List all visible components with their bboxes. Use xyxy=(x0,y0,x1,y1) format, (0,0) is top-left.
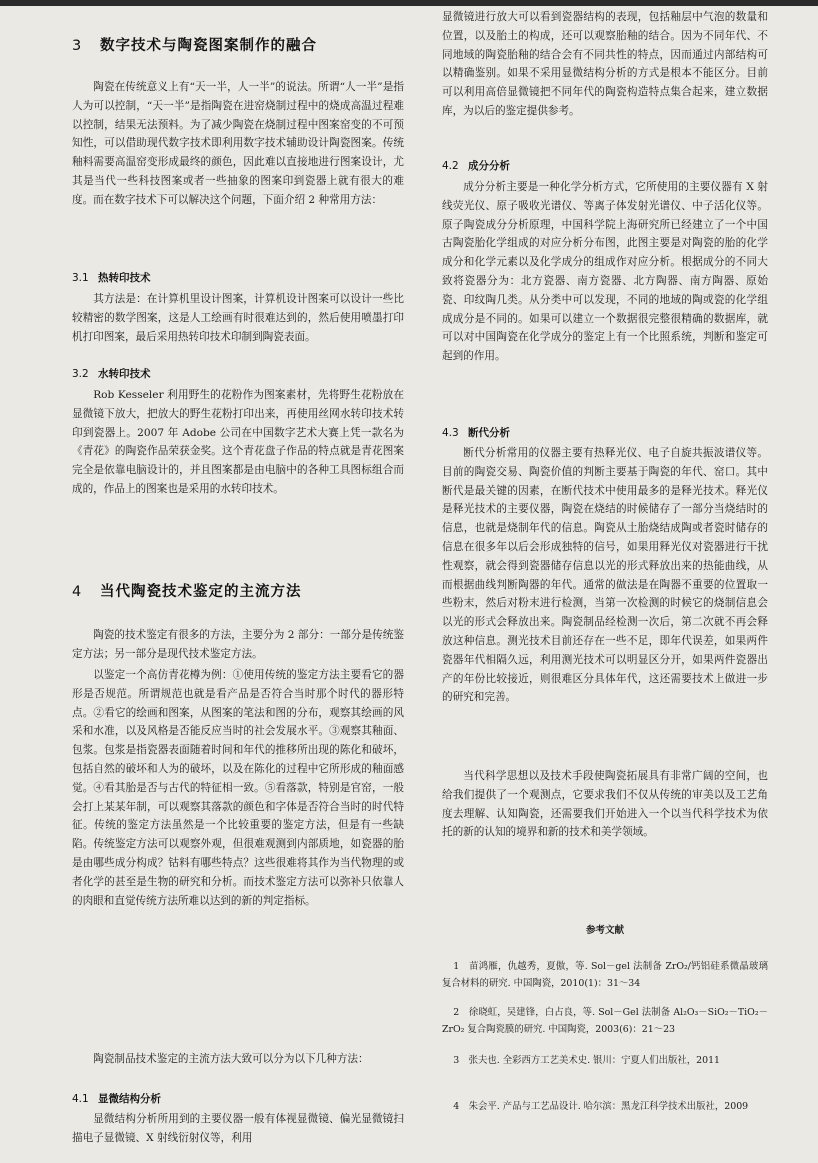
subsection-number: 4.3 xyxy=(442,427,459,439)
paragraph: 陶瓷的技术鉴定有很多的方法，主要分为 2 部分：一部分是传统鉴定方法；另一部分是现代技术鉴定方法。 xyxy=(72,629,404,660)
paragraph: 断代分析常用的仪器主要有热释光仪、电子自旋共振波谱仪等。目前的陶瓷交易、陶瓷价值的判断主要基于陶瓷的年代、窑口。其中断代是最关键的因素，在断代技术中使用最多的是释光技术。释光仪是释光技术的主要仪器，陶瓷在烧结的时候储存了一部分当烧结时的信息，也就是烧制年代的信息。陶瓷从土胎烧结成陶或者瓷时储存的信息在很多年以后会形成独特的信号，如果用释光仪对瓷器进行干扰性观察，就会得到瓷器储存信息以光的形式释放出来的热能曲线，从而根据曲线判断陶器的年代。通常的做法是在陶器不重要的位置取一些粉末，然后对粉末进行检测，当第一次检测的时候它的烧制信息会以光的形式会释放出来。陶瓷制品经检测一次后，第二次就不再会释放这种信息。测光技术目前还存在一些不足，即年代误差，如果两件瓷器年代相隔久远，利用测光技术可以明显区分开，如果两件瓷器出产的年份比较接近，则很难区分具体年代，这还需要技术上做进一步的研究和完善。 xyxy=(442,447,768,704)
reference-item: 1 苗鸿雁，仇越秀，夏傲，等. Sol－gel 法制备 ZrO₂/钙铝硅系微晶玻璃复合材料的研究. 中国陶瓷，2010(1)：31～34 xyxy=(442,961,768,989)
paragraph: 显微结构分析所用到的主要仪器一般有体视显微镜、偏光显微镜扫描电子显微镜、X 射线衍射仪等，利用 xyxy=(72,1113,404,1144)
subsection-3-1-heading xyxy=(72,270,404,285)
reference-item: 3 张夫也. 全彩西方工艺美术史. 银川：宁夏人们出版社，2011 xyxy=(453,1055,721,1066)
subsection-number: 4.2 xyxy=(442,160,459,172)
paragraph: 当代科学思想以及技术手段使陶瓷拓展具有非常广阔的空间，也给我们提供了一个观测点，它要求我们不仅从传统的审美以及工艺角度去理解、认知陶瓷，还需要我们开始进入一个以当代科学技术为依托的新的认知的境界和新的技术和美学领域。 xyxy=(442,770,768,839)
section-3-heading xyxy=(72,34,404,55)
subsection-title: 成分分析 xyxy=(468,160,510,172)
section-4-heading xyxy=(72,580,404,601)
paragraph: 陶瓷制品技术鉴定的主流方法大致可以分为以下几种方法： xyxy=(93,1053,369,1065)
section-number: 3 xyxy=(72,38,83,54)
paragraph: 陶瓷在传统意义上有“天一半，人一半”的说法。所谓“人一半”是指人为可以控制，“天一半”是指陶瓷在进窑烧制过程中的烧成高温过程难以控制，结果无法预料。为了减少陶瓷在烧制过程中图案窑变的不可预知性，可以借助现代数字技术即利用数字技术辅助设计陶瓷图案。传统釉料需要高温窑变形成最终的颜色，因此难以直接地进行图案设计，尤其是当代一些科技图案或者一些抽象的图案印到瓷器上就有很大的难度。而在数字技术下可以解决这个问题，下面介绍 2 种常用方法： xyxy=(72,81,404,206)
paragraph: 其方法是：在计算机里设计图案，计算机设计图案可以设计一些比较精密的数学图案，这是人工绘画有时很难达到的，然后使用喷墨打印机打印图案，最后采用热转印技术印制到陶瓷表面。 xyxy=(72,293,404,343)
subsection-number: 4.1 xyxy=(72,1093,89,1105)
subsection-4-3-heading xyxy=(442,425,768,440)
section-number: 4 xyxy=(72,584,83,600)
subsection-number: 3.1 xyxy=(72,272,89,284)
scan-edge xyxy=(0,0,818,6)
paragraph: 成分分析主要是一种化学分析方式，它所使用的主要仪器有 X 射线荧光仪、原子吸收光谱仪、等离子体发射光谱仪、中子活化仪等。原子陶瓷成分分析原理，中国科学院上海研究所已经建立了一个中国古陶瓷胎化学组成的对应分析分布图，此图主要是对陶瓷的胎的化学成分和化学元素以及化学成分的组成作对应分析。根据成分的不同大致将瓷器分为：北方瓷器、南方瓷器、北方陶器、南方陶器、原始瓷、印纹陶几类。从分类中可以发现，不同的地域的陶或瓷的化学组成成分是不同的。如果可以建立一个数据很完整很精确的数据库，就可以对中国陶瓷在化学成分的鉴定上有一个比照系统，判断和鉴定可起到的作用。 xyxy=(442,181,768,363)
subsection-4-1-heading xyxy=(72,1091,404,1106)
reference-item: 2 徐晓虹，吴建锋，白占良，等. Sol－Gel 法制备 Al₂O₃－SiO₂－TiO₂－ZrO₂ 复合陶瓷膜的研究. 中国陶瓷，2003(6)：21～23 xyxy=(442,1007,768,1035)
section-title: 数字技术与陶瓷图案制作的融合 xyxy=(100,38,317,54)
paragraph: Rob Kesseler 利用野生的花粉作为图案素材，先将野生花粉放在显微镜下放大，把放大的野生花粉打印出来，再使用丝网水转印技术转印到瓷器上。2007 年 Adobe 公司在中国数字艺术大赛上凭一款名为《青花》的陶瓷作品荣获金奖。这个青花盘子作品的特点就是青花图案完全是依靠电脑设计的，并且图案都是由电脑中的各种工具图标组合而成的，作品上的图案也是采用的水转印技术。 xyxy=(72,389,404,495)
subsection-title: 热转印技术 xyxy=(98,272,151,284)
paragraph: 以鉴定一个高仿青花樽为例：①使用传统的鉴定方法主要看它的器形是否规范。所谓规范也就是看产品是否符合当时那个时代的器形特点。②看它的绘画和图案，从图案的笔法和图的分布，观察其绘画的风采和水准，以及风格是否能反应当时的社会发展水平。③观察其釉面、包浆。包浆是指瓷器表面随着时间和年代的推移所出现的陈化和破坏，包括自然的破坏和人为的破坏，以及在陈化的过程中它所形成的釉面感觉。④看其胎是否与古代的特征相一致。⑤看落款，特别是官窑，一般会打上某某年制，可以观察其落款的颜色和字体是否符合当时的时代特征。传统的鉴定方法虽然是一个比较重要的鉴定方法，但是有一些缺陷。传统鉴定方法可以观察外观，但很难观测到内部质地，如瓷器的胎是由哪些成分构成？钴料有哪些特点？这些很难将其作为当代物理的或者化学的甚至是生物的研究和分析。而技术鉴定方法可以弥补只依靠人的肉眼和直觉传统方法所难以达到的新的判定指标。 xyxy=(72,669,404,907)
subsection-3-2-heading xyxy=(72,366,404,381)
subsection-number: 3.2 xyxy=(72,368,89,380)
subsection-4-2-heading xyxy=(442,158,768,173)
subsection-title: 断代分析 xyxy=(468,427,510,439)
reference-item: 4 朱会平. 产品与工艺品设计. 哈尔滨：黑龙江科学技术出版社，2009 xyxy=(453,1101,749,1112)
section-title: 当代陶瓷技术鉴定的主流方法 xyxy=(100,584,302,600)
paragraph: 显微镜进行放大可以看到瓷器结构的表现，包括釉层中气泡的数量和位置，以及胎土的构成，还可以观察胎釉的结合。因为不同年代、不同地域的陶瓷胎釉的结合会有不同共性的特点，因而通过内部结构可以精确鉴别。如果不采用显微结构分析的方式是根本不能区分。目前可以利用高倍显微镜把不同年代的陶瓷构造特点集合起来，建立数据库，为以后的鉴定提供参考。 xyxy=(442,11,768,117)
subsection-title: 显微结构分析 xyxy=(98,1093,161,1105)
subsection-title: 水转印技术 xyxy=(98,368,151,380)
references-title: 参考文献 xyxy=(585,925,624,936)
